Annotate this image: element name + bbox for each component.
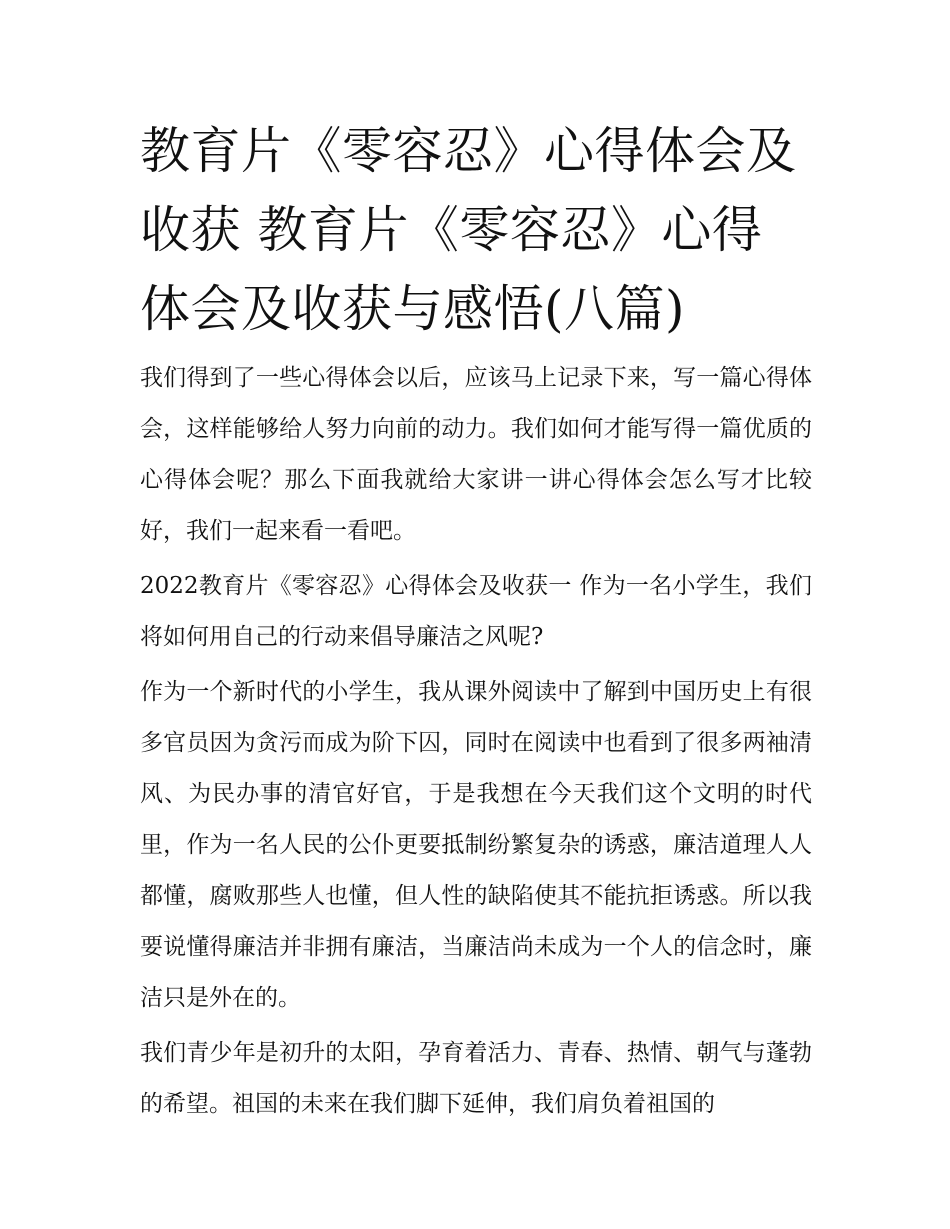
paragraph-youth: 我们青少年是初升的太阳，孕育着活力、青春、热情、朝气与蓬勃的希望。祖国的未来在我们脚下延伸，我们肩负着祖国的 [140,1040,812,1117]
document-body [140,112,812,1130]
paragraph-history: 作为一个新时代的小学生，我从课外阅读中了解到中国历史上有很多官员因为贪污而成为阶下囚，同时在阅读中也看到了很多两袖清风、为民办事的清官好官，于是我想在今天我们这个文明的时代里，作为一名人民的公仆更要抵制纷繁复杂的诱惑，廉洁道理人人都懂，腐败那些人也懂，但人性的缺陷使其不能抗拒诱惑。所以我要说懂得廉洁并非拥有廉洁，当廉洁尚未成为一个人的信念时，廉洁只是外在的。 [140,679,812,1011]
paragraph-intro: 我们得到了一些心得体会以后，应该马上记录下来，写一篇心得体会，这样能够给人努力向前的动力。我们如何才能写得一篇优质的心得体会呢？那么下面我就给大家讲一讲心得体会怎么写才比较好，我们一起来看一看吧。 [140,365,812,544]
document-title: 教育片《零容忍》心得体会及收获 教育片《零容忍》心得体会及收获与感悟(八篇) [140,122,797,338]
paragraph-section-one-heading: 2022教育片《零容忍》心得体会及收获一 作为一名小学生，我们将如何用自己的行动来倡导廉洁之风呢? [140,573,812,650]
